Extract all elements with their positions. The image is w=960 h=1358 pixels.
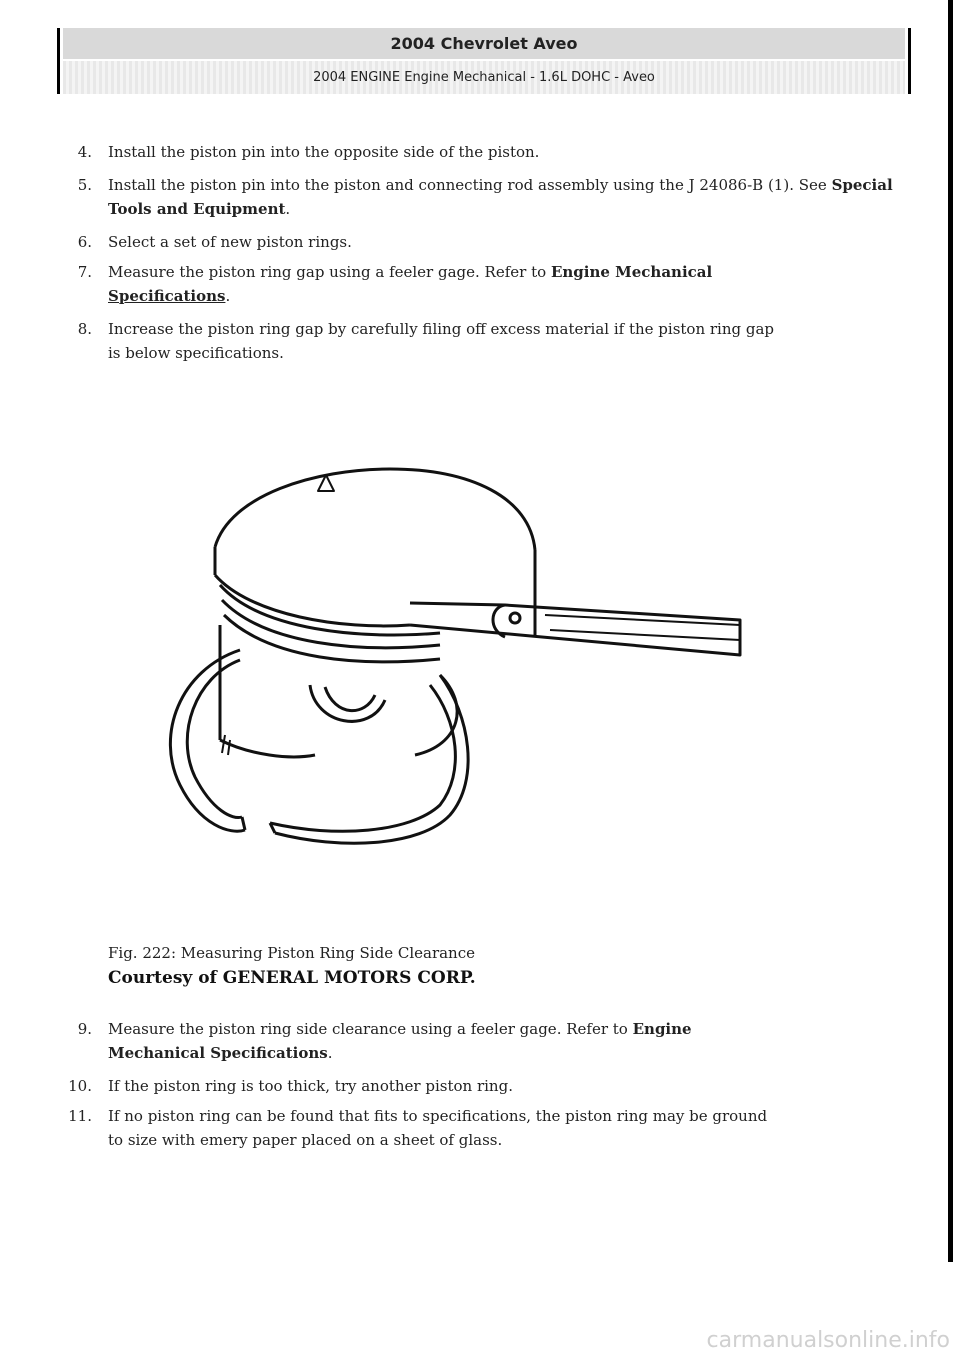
step-5 — [68, 173, 908, 223]
step-text: Measure the piston ring gap using a feeler gage. Refer to — [108, 263, 547, 281]
step-text: Install the piston pin into the opposite side of the piston. — [108, 143, 540, 161]
step-text: Measure the piston ring side clearance using a feeler gage. Refer to — [108, 1020, 628, 1038]
step-text-end: . — [285, 200, 291, 218]
step-number: 5. — [77, 176, 92, 194]
step-text: Select a set of new piston rings. — [108, 233, 352, 251]
piston-ring-figure — [140, 455, 780, 885]
step-number: 4. — [77, 143, 92, 161]
step-text: If the piston ring is too thick, try another piston ring. — [108, 1077, 513, 1095]
figure-caption: Fig. 222: Measuring Piston Ring Side Clearance — [108, 944, 475, 962]
header-subtitle: 2004 ENGINE Engine Mechanical - 1.6L DOHC - Aveo — [63, 61, 905, 94]
step-text-end: . — [327, 1044, 333, 1062]
step-number: 7. — [77, 263, 92, 281]
step-8 — [68, 317, 908, 367]
specifications-link[interactable]: Specifications — [108, 287, 226, 305]
step-text: Install the piston pin into the piston and connecting rod assembly using the J 24086-B (1). See — [108, 176, 827, 194]
step-11 — [68, 1104, 908, 1154]
step-number: 9. — [77, 1020, 92, 1038]
step-text-line2: is below specifications. — [108, 344, 284, 362]
engine-link[interactable]: Engine — [632, 1020, 692, 1038]
page-header — [57, 28, 911, 94]
header-title: 2004 Chevrolet Aveo — [63, 28, 905, 59]
site-watermark: carmanualsonline.info — [706, 1328, 950, 1353]
step-number: 10. — [68, 1077, 92, 1095]
figure-credit: Courtesy of GENERAL MOTORS CORP. — [108, 968, 476, 988]
step-number: 11. — [68, 1107, 92, 1125]
engine-mechanical-link[interactable]: Engine Mechanical — [550, 263, 713, 281]
mechanical-specifications-link[interactable]: Mechanical Specifications — [108, 1044, 328, 1062]
step-number: 8. — [77, 320, 92, 338]
step-text: If no piston ring can be found that fits to specifications, the piston ring may be ground — [108, 1107, 768, 1125]
step-9 — [68, 1017, 908, 1067]
step-text-end: . — [225, 287, 231, 305]
piston-ring-illustration — [140, 455, 780, 885]
page-edge-rule — [948, 0, 953, 1262]
step-number: 6. — [77, 233, 92, 251]
special-tools-link[interactable]: Special Tools and Equipment — [108, 176, 893, 218]
step-text-line2: to size with emery paper placed on a sheet of glass. — [108, 1131, 503, 1149]
step-text: Increase the piston ring gap by carefully filing off excess material if the piston ring gap — [108, 320, 775, 338]
step-7 — [68, 260, 908, 310]
